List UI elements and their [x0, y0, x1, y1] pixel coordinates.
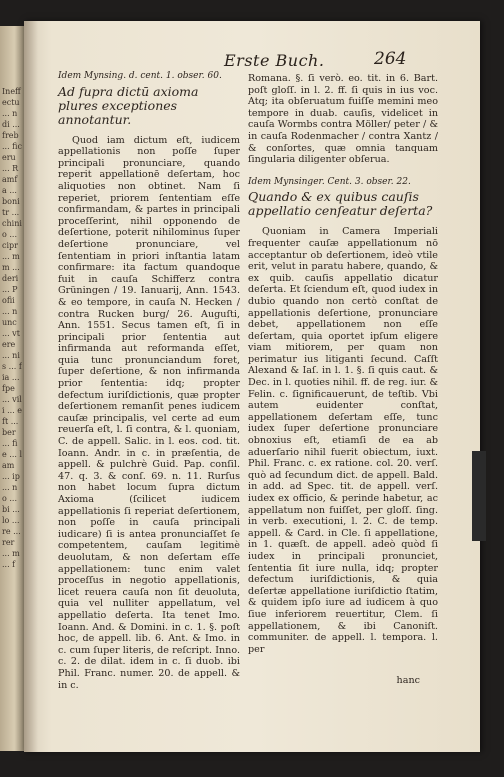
- page-number: 264: [374, 49, 407, 69]
- right-column: [248, 73, 438, 655]
- adjacent-page-edge: [0, 26, 24, 751]
- body-paragraph: Quod iam dictum eſt, iudicem appellationis non poſſe ſuper principali pronunciare, quando reperit appellationē deſertam, hoc aliquoties non obtinet. Nam ſi reperiet, priorem ſententiam eſſe confirmandam, & partes in principali proceſſerint, nihil opponendo de deſertione, poterit nihilominus ſuper deſertione pronunciare, vel ſententiam in priori inſtantia latam confirmare: ita factum quandoque fuit in cauſa Schifferz contra Grüningen / 19. Ianuarij, Ann. 1543. & eo tempore, in cauſa N. Hecken / contra Rucken burg/ 26. Auguſti, Ann. 1551. Secus tamen eſt, ſi in principali prior ſententia aut infirmanda aut reformanda eſſet, quia tunc pronunciandum foret, ſuper deſertione, & non infirmanda prior ſententia: idq; propter defectum iuriſdictionis, quæ propter deſertionem remanſit penes iudicem cauſæ principalis, vel certe ad eum reuerſa eſt, l. ſi contra, & l. quoniam, C. de appell. Salic. in l. eos. cod. tit. Ioann. Andr. in c. in præſentia, de appell. & pulchrè Guid. Pap. conſil. 47. q. 3. & conſ. 69. n. 11. Rurſus non habet locum ſupra dictum Axioma (ſcilicet iudicem appellationis ſi reperiat deſertionem, non poſſe in cauſa principali iudicare) ſi is antea pronunciaſſet ſe competentem, cauſam legitimè deuolutam, & non deſertam eſſe appellationem: tunc enim valet proceſſus in negotio appellationis, licet reuera cauſa non ſit deuoluta, quia vel nulliter appellatum, vel appellatio deſerta. Ita tenet Imo. Ioann. And. & Domini. in c. 1. §. poſt hoc, de appell. lib. 6. Ant. & Imo. in c. cum ſuper literis, de reſcript. Inno. c. 2. de dilat. idem in c. ſi duob. ibi Phil. Franc. numer. 20. de appell. & in c.: [58, 134, 240, 691]
- section-divider: [248, 172, 438, 173]
- page-edge-tab: [472, 451, 486, 541]
- adjacent-page-text: Ineffectu ... ndi ... freb ... ficeru ... Ramfa ... bonitr ... chinio ... cipr ... mm ... deri ... Pofii ... nunc ... vtere ... nis ... fia ... fpe ... vili ... eft ... ber ... fie ... lam ... ip ... no ... bi ... lo ... re ... rer ... m ... f: [2, 87, 22, 569]
- book-page: [24, 21, 480, 752]
- catchword: hanc: [396, 675, 420, 686]
- section-heading: Ad fupra dictū axioma plures exceptiones annotantur.: [58, 83, 199, 127]
- page-gutter-shadow: [24, 21, 38, 752]
- continued-paragraph: Romana. §. ſi verò. eo. tit. in 6. Bart. poſt gloſſ. in l. 2. ff. ſi quis in ius voc. Atq; ita obſeruatum fuiſſe memini meo tempore in duab. cauſis, videlicet in cauſa Wormbs contra Möller/ peter / & in cauſa Rodenmacher / contra Xantz / & conſortes, quæ omnia tanquam ſingularia diligenter obſerua.: [248, 73, 438, 166]
- left-column: [58, 71, 240, 691]
- source-reference: Idem Mynsinger. Cent. 3. obser. 22.: [248, 176, 411, 187]
- section-heading: Quando & ex quibus cauſis appellatio cenſeatur deſerta?: [248, 189, 433, 219]
- running-head: Erste Buch.: [224, 51, 325, 70]
- body-paragraph: Quoniam in Camera Imperiali frequenter cauſæ appellationum nō acceptantur ob deſertionem, ideò vtile erit, velut in paratu habere, quando, & ex quib. cauſis appellatio dicatur deſerta. Et ſciendum eſt, quod iudex in dubio quando non certò conſtat de appellationis deſertione, pronunciare debet, appellationem non eſſe deſertam, quia oportet ipſum eligere viam mitiorem, per quam non perimatur ius litiganti ſecund. Caſſt Alexand & Iaſ. in l. 1. §. ſi quis caut. & Dec. in l. quoties nihil. ff. de reg. iur. & Felin. c. ſignificauerunt, de teſtib. Vbi autem euidenter conſtat, appellationem deſertam eſſe, tunc iudex ſuper deſertione pronunciare obnoxius eſt, etiamſi de ea ab aduerſario nihil fuerit obiectum, iuxt. Phil. Franc. c. ex ratione. col. 20. verſ. quò ad ſecundum dict. de appell. Bald. in add. ad Spec. tit. de appell. verſ. iudex ex officio, & perinde habetur, ac appellatum non fuiſſet, per gloſſ. ſing. in verb. executioni, l. 2. C. de temp. appell. & Card. in Cle. ſi appellatione, in 1. quæſt. de appell. adeò quòd ſi iudex in principali pronunciet, ſententia ſit iure nulla, idq; propter defectum iuriſdictionis, & quia deſertæ appellatione iuriſdictio ſtatim, & quidem ipſo iure ad iudicem à quo ſiue inferiorem reuertitur, Clem. ſi appellationem, & ibi Canoniſt. communiter. de appell. l. tempora. l. per: [248, 226, 439, 655]
- source-reference: Idem Mynsing. d. cent. 1. obser. 60.: [58, 71, 222, 81]
